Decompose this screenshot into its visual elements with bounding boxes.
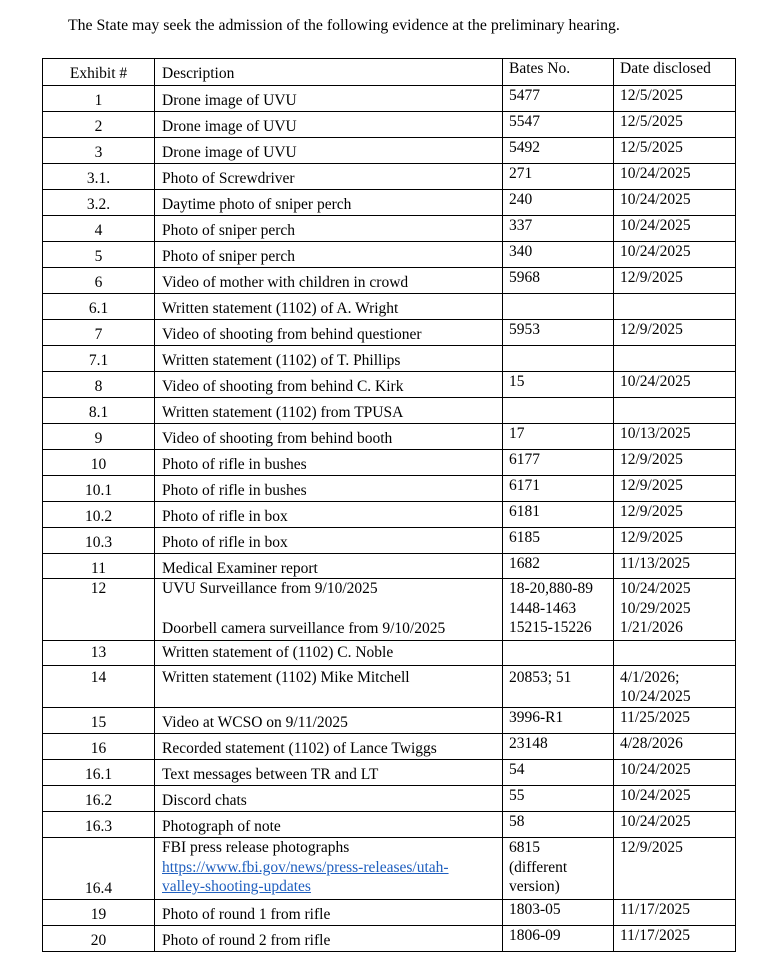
bates-cell: 340 <box>503 242 614 268</box>
exhibit-cell: 10.2 <box>43 502 155 528</box>
bates-cell: 20853; 51 <box>503 666 614 708</box>
exhibit-cell: 10 <box>43 450 155 476</box>
exhibit-cell: 10.3 <box>43 528 155 554</box>
description-cell: Written statement (1102) from TPUSA <box>155 398 503 424</box>
exhibit-cell: 16.1 <box>43 760 155 786</box>
table-row <box>43 294 736 320</box>
table-row <box>43 190 736 216</box>
bates-cell: 58 <box>503 812 614 838</box>
bates-cell: 1682 <box>503 554 614 579</box>
bates-cell: 1806-09 <box>503 926 614 952</box>
description-cell: Photo of rifle in box <box>155 502 503 528</box>
date-cell: 10/24/2025 <box>614 242 736 268</box>
exhibit-cell: 4 <box>43 216 155 242</box>
table-row <box>43 86 736 112</box>
date-cell: 12/9/2025 <box>614 450 736 476</box>
description-cell: Text messages between TR and LT <box>155 760 503 786</box>
date-cell: 12/9/2025 <box>614 320 736 346</box>
bates-cell <box>503 398 614 424</box>
date-cell: 4/28/2026 <box>614 734 736 760</box>
date-cell: 12/5/2025 <box>614 112 736 138</box>
bates-cell: 271 <box>503 164 614 190</box>
bates-cell: 6177 <box>503 450 614 476</box>
evidence-table <box>42 58 736 952</box>
description-cell: Photo of round 2 from rifle <box>155 926 503 952</box>
description-cell: Recorded statement (1102) of Lance Twiggs <box>155 734 503 760</box>
table-row <box>43 812 736 838</box>
description-cell: Photo of Screwdriver <box>155 164 503 190</box>
exhibit-cell: 6 <box>43 268 155 294</box>
description-cell: Written statement of (1102) C. Noble <box>155 641 503 666</box>
table-row <box>43 164 736 190</box>
date-cell: 4/1/2026; 10/24/2025 <box>614 666 736 708</box>
table-row <box>43 666 736 708</box>
table-row <box>43 528 736 554</box>
table-row <box>43 734 736 760</box>
date-cell: 12/5/2025 <box>614 86 736 112</box>
exhibit-cell: 2 <box>43 112 155 138</box>
description-cell: Photo of round 1 from rifle <box>155 900 503 926</box>
description-cell: Daytime photo of sniper perch <box>155 190 503 216</box>
date-cell: 10/24/2025 <box>614 812 736 838</box>
bates-cell <box>503 641 614 666</box>
description-cell: Video of mother with children in crowd <box>155 268 503 294</box>
date-cell <box>614 398 736 424</box>
bates-cell: 1803-05 <box>503 900 614 926</box>
exhibit-cell: 13 <box>43 641 155 666</box>
date-cell: 12/9/2025 <box>614 838 736 900</box>
description-cell: Written statement (1102) Mike Mitchell <box>155 666 503 708</box>
bates-cell: 15 <box>503 372 614 398</box>
date-cell <box>614 346 736 372</box>
description-cell: Video of shooting from behind C. Kirk <box>155 372 503 398</box>
description-cell: Written statement (1102) of T. Phillips <box>155 346 503 372</box>
exhibit-cell: 19 <box>43 900 155 926</box>
exhibit-cell: 14 <box>43 666 155 708</box>
description-cell: Photo of rifle in bushes <box>155 476 503 502</box>
table-row <box>43 242 736 268</box>
description-cell: FBI press release photographs https://www.fbi.gov/news/press-releases/utah- valley-shooting-updates <box>155 838 503 900</box>
description-cell: Photo of rifle in bushes <box>155 450 503 476</box>
table-row <box>43 346 736 372</box>
table-header-row <box>43 59 736 86</box>
description-cell: Photo of rifle in box <box>155 528 503 554</box>
date-cell: 11/25/2025 <box>614 708 736 734</box>
exhibit-cell: 3.2. <box>43 190 155 216</box>
date-cell: 12/9/2025 <box>614 528 736 554</box>
date-cell: 10/24/2025 10/29/2025 1/21/2026 <box>614 579 736 641</box>
bates-cell: 6185 <box>503 528 614 554</box>
description-cell: Video of shooting from behind booth <box>155 424 503 450</box>
table-row <box>43 554 736 579</box>
exhibit-cell: 15 <box>43 708 155 734</box>
bates-cell: 23148 <box>503 734 614 760</box>
date-cell: 10/24/2025 <box>614 786 736 812</box>
description-cell: UVU Surveillance from 9/10/2025 Doorbell camera surveillance from 9/10/2025 <box>155 579 503 641</box>
bates-cell: 6181 <box>503 502 614 528</box>
date-cell: 11/17/2025 <box>614 926 736 952</box>
exhibit-cell: 20 <box>43 926 155 952</box>
description-cell: Video at WCSO on 9/11/2025 <box>155 708 503 734</box>
exhibit-cell: 16 <box>43 734 155 760</box>
bates-cell <box>503 346 614 372</box>
table-row <box>43 450 736 476</box>
header-description: Description <box>155 59 503 86</box>
date-cell: 12/9/2025 <box>614 268 736 294</box>
table-row <box>43 398 736 424</box>
header-exhibit: Exhibit # <box>43 59 155 86</box>
exhibit-cell: 8 <box>43 372 155 398</box>
description-cell: Photo of sniper perch <box>155 242 503 268</box>
description-cell: Drone image of UVU <box>155 112 503 138</box>
exhibit-cell: 7.1 <box>43 346 155 372</box>
bates-cell: 6171 <box>503 476 614 502</box>
table-row <box>43 838 736 900</box>
exhibit-cell: 12 <box>43 579 155 641</box>
bates-cell: 5492 <box>503 138 614 164</box>
description-cell: Written statement (1102) of A. Wright <box>155 294 503 320</box>
date-cell: 10/13/2025 <box>614 424 736 450</box>
bates-cell: 337 <box>503 216 614 242</box>
table-row <box>43 476 736 502</box>
header-bates: Bates No. <box>503 59 614 86</box>
description-cell: Drone image of UVU <box>155 138 503 164</box>
bates-cell: 5547 <box>503 112 614 138</box>
description-cell: Medical Examiner report <box>155 554 503 579</box>
table-row <box>43 760 736 786</box>
bates-cell: 240 <box>503 190 614 216</box>
bates-cell: 17 <box>503 424 614 450</box>
date-cell <box>614 641 736 666</box>
exhibit-cell: 7 <box>43 320 155 346</box>
date-cell: 11/13/2025 <box>614 554 736 579</box>
description-cell: Photo of sniper perch <box>155 216 503 242</box>
date-cell: 12/9/2025 <box>614 502 736 528</box>
bates-cell: 54 <box>503 760 614 786</box>
bates-cell: 55 <box>503 786 614 812</box>
bates-cell: 5477 <box>503 86 614 112</box>
header-date: Date disclosed <box>614 59 736 86</box>
table-row <box>43 112 736 138</box>
table-row <box>43 372 736 398</box>
bates-cell: 6815 (different version) <box>503 838 614 900</box>
date-cell <box>614 294 736 320</box>
exhibit-cell: 3 <box>43 138 155 164</box>
table-row <box>43 641 736 666</box>
table-row <box>43 708 736 734</box>
table-row <box>43 320 736 346</box>
date-cell: 12/5/2025 <box>614 138 736 164</box>
bates-cell: 18-20,880-89 1448-1463 15215-15226 <box>503 579 614 641</box>
date-cell: 10/24/2025 <box>614 760 736 786</box>
exhibit-cell: 8.1 <box>43 398 155 424</box>
intro-text: The State may seek the admission of the following evidence at the preliminary hearing. <box>68 17 620 34</box>
bates-cell: 5968 <box>503 268 614 294</box>
exhibit-cell: 16.2 <box>43 786 155 812</box>
date-cell: 11/17/2025 <box>614 900 736 926</box>
exhibit-cell: 16.4 <box>43 838 155 900</box>
date-cell: 10/24/2025 <box>614 216 736 242</box>
description-cell: Discord chats <box>155 786 503 812</box>
table-row <box>43 424 736 450</box>
table-row <box>43 138 736 164</box>
exhibit-cell: 5 <box>43 242 155 268</box>
description-cell: Drone image of UVU <box>155 86 503 112</box>
date-cell: 12/9/2025 <box>614 476 736 502</box>
description-cell: Video of shooting from behind questioner <box>155 320 503 346</box>
description-cell: Photograph of note <box>155 812 503 838</box>
table-row <box>43 900 736 926</box>
bates-cell: 3996-R1 <box>503 708 614 734</box>
bates-cell <box>503 294 614 320</box>
table-row <box>43 502 736 528</box>
table-row <box>43 786 736 812</box>
exhibit-cell: 16.3 <box>43 812 155 838</box>
bates-cell: 5953 <box>503 320 614 346</box>
date-cell: 10/24/2025 <box>614 372 736 398</box>
date-cell: 10/24/2025 <box>614 190 736 216</box>
exhibit-cell: 11 <box>43 554 155 579</box>
table-row <box>43 926 736 952</box>
table-row <box>43 579 736 641</box>
fbi-press-release-link-cont[interactable]: valley-shooting-updates <box>162 877 311 895</box>
date-cell: 10/24/2025 <box>614 164 736 190</box>
exhibit-cell: 9 <box>43 424 155 450</box>
exhibit-cell: 1 <box>43 86 155 112</box>
fbi-press-release-link[interactable]: https://www.fbi.gov/news/press-releases/utah- <box>162 858 449 876</box>
table-row <box>43 268 736 294</box>
table-row <box>43 216 736 242</box>
exhibit-cell: 10.1 <box>43 476 155 502</box>
exhibit-cell: 6.1 <box>43 294 155 320</box>
exhibit-cell: 3.1. <box>43 164 155 190</box>
